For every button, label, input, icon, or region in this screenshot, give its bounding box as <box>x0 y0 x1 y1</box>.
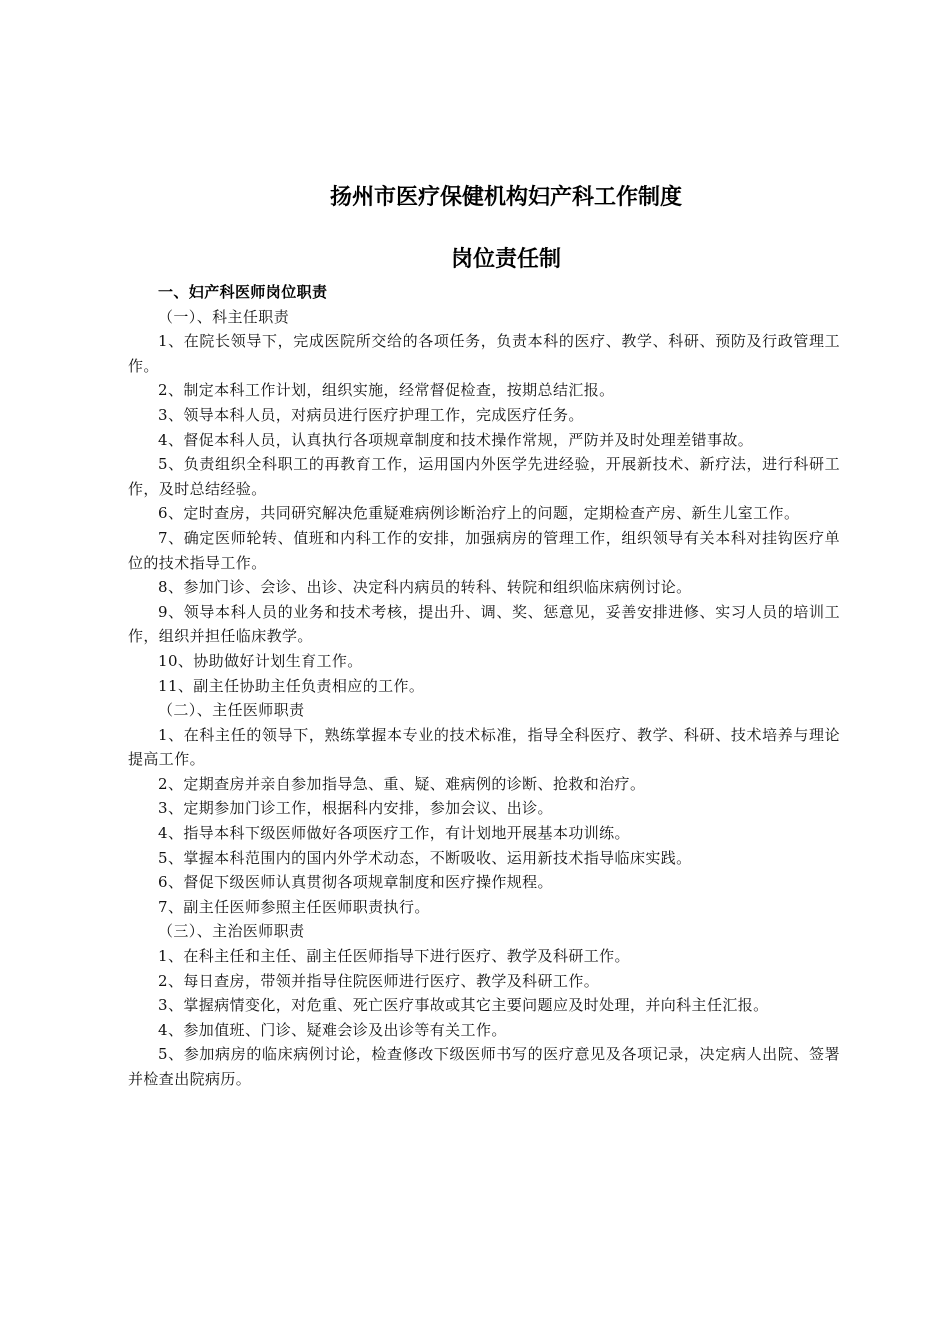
paragraph: 2、每日查房，带领并指导住院医师进行医疗、教学及科研工作。 <box>158 971 600 990</box>
paragraph: 1、在院长领导下，完成医院所交给的各项任务，负责本科的医疗、教学、科研、预防及行政管理工作。 <box>128 332 840 375</box>
paragraph: 7、副主任医师参照主任医师职责执行。 <box>158 897 430 916</box>
subsection-heading-chief-physician: （二）、主任医师职责 <box>158 701 305 720</box>
paragraph: 8、参加门诊、会诊、出诊、决定科内病员的转科、转院和组织临床病例讨论。 <box>158 578 692 597</box>
paragraph: 2、制定本科工作计划，组织实施，经常督促检查，按期总结汇报。 <box>158 381 615 400</box>
paragraph: 3、定期参加门诊工作，根据科内安排，参加会议、出诊。 <box>158 799 553 818</box>
paragraph: 1、在科主任的领导下，熟练掌握本专业的技术标准，指导全科医疗、教学、科研、技术培养与理论提高工作。 <box>128 725 840 769</box>
paragraph: 6、督促下级医师认真贯彻各项规章制度和医疗操作规程。 <box>158 873 553 892</box>
paragraph: 3、领导本科人员，对病员进行医疗护理工作，完成医疗任务。 <box>158 405 584 424</box>
paragraph: 10、协助做好计划生育工作。 <box>158 651 363 670</box>
paragraph: 11、副主任协助主任负责相应的工作。 <box>158 676 425 695</box>
paragraph: 6、定时查房，共同研究解决危重疑难病例诊断治疗上的问题，定期检查产房、新生儿室工作。 <box>158 504 800 523</box>
paragraph: 2、定期查房并亲自参加指导急、重、疑、难病例的诊断、抢救和治疗。 <box>158 774 646 793</box>
subsection-heading-attending-physician: （三）、主治医师职责 <box>158 922 305 941</box>
paragraph: 3、掌握病情变化，对危重、死亡医疗事故或其它主要问题应及时处理，并向科主任汇报。 <box>158 996 769 1015</box>
paragraph: 5、掌握本科范围内的国内外学术动态，不断吸收、运用新技术指导临床实践。 <box>158 848 692 867</box>
paragraph: 9、领导本科人员的业务和技术考核，提出升、调、奖、惩意见，妥善安排进修、实习人员的培训工作，组织并担任临床教学。 <box>128 602 840 646</box>
paragraph: 4、督促本科人员，认真执行各项规章制度和技术操作常规，严防并及时处理差错事故。 <box>158 430 754 449</box>
paragraph: 4、参加值班、门诊、疑难会诊及出诊等有关工作。 <box>158 1020 507 1039</box>
subsection-heading-director: （一）、科主任职责 <box>158 307 290 326</box>
document-subtitle: 岗位责任制 <box>450 247 561 272</box>
paragraph: 5、负责组织全科职工的再教育工作，运用国内外医学先进经验，开展新技术、新疗法，进行科研工作，及时总结经验。 <box>128 455 840 498</box>
paragraph: 1、在科主任和主任、副主任医师指导下进行医疗、教学及科研工作。 <box>158 947 630 966</box>
document-title: 扬州市医疗保健机构妇产科工作制度 <box>329 185 682 210</box>
document-body <box>128 280 840 1092</box>
paragraph: 5、参加病房的临床病例讨论，检查修改下级医师书写的医疗意见及各项记录，决定病人出院、签署并检查出院病历。 <box>128 1045 840 1088</box>
paragraph: 7、确定医师轮转、值班和内科工作的安排，加强病房的管理工作，组织领导有关本科对挂钩医疗单位的技术指导工作。 <box>128 528 840 572</box>
section-heading: 一、妇产科医师岗位职责 <box>158 283 328 301</box>
paragraph: 4、指导本科下级医师做好各项医疗工作，有计划地开展基本功训练。 <box>158 824 630 843</box>
